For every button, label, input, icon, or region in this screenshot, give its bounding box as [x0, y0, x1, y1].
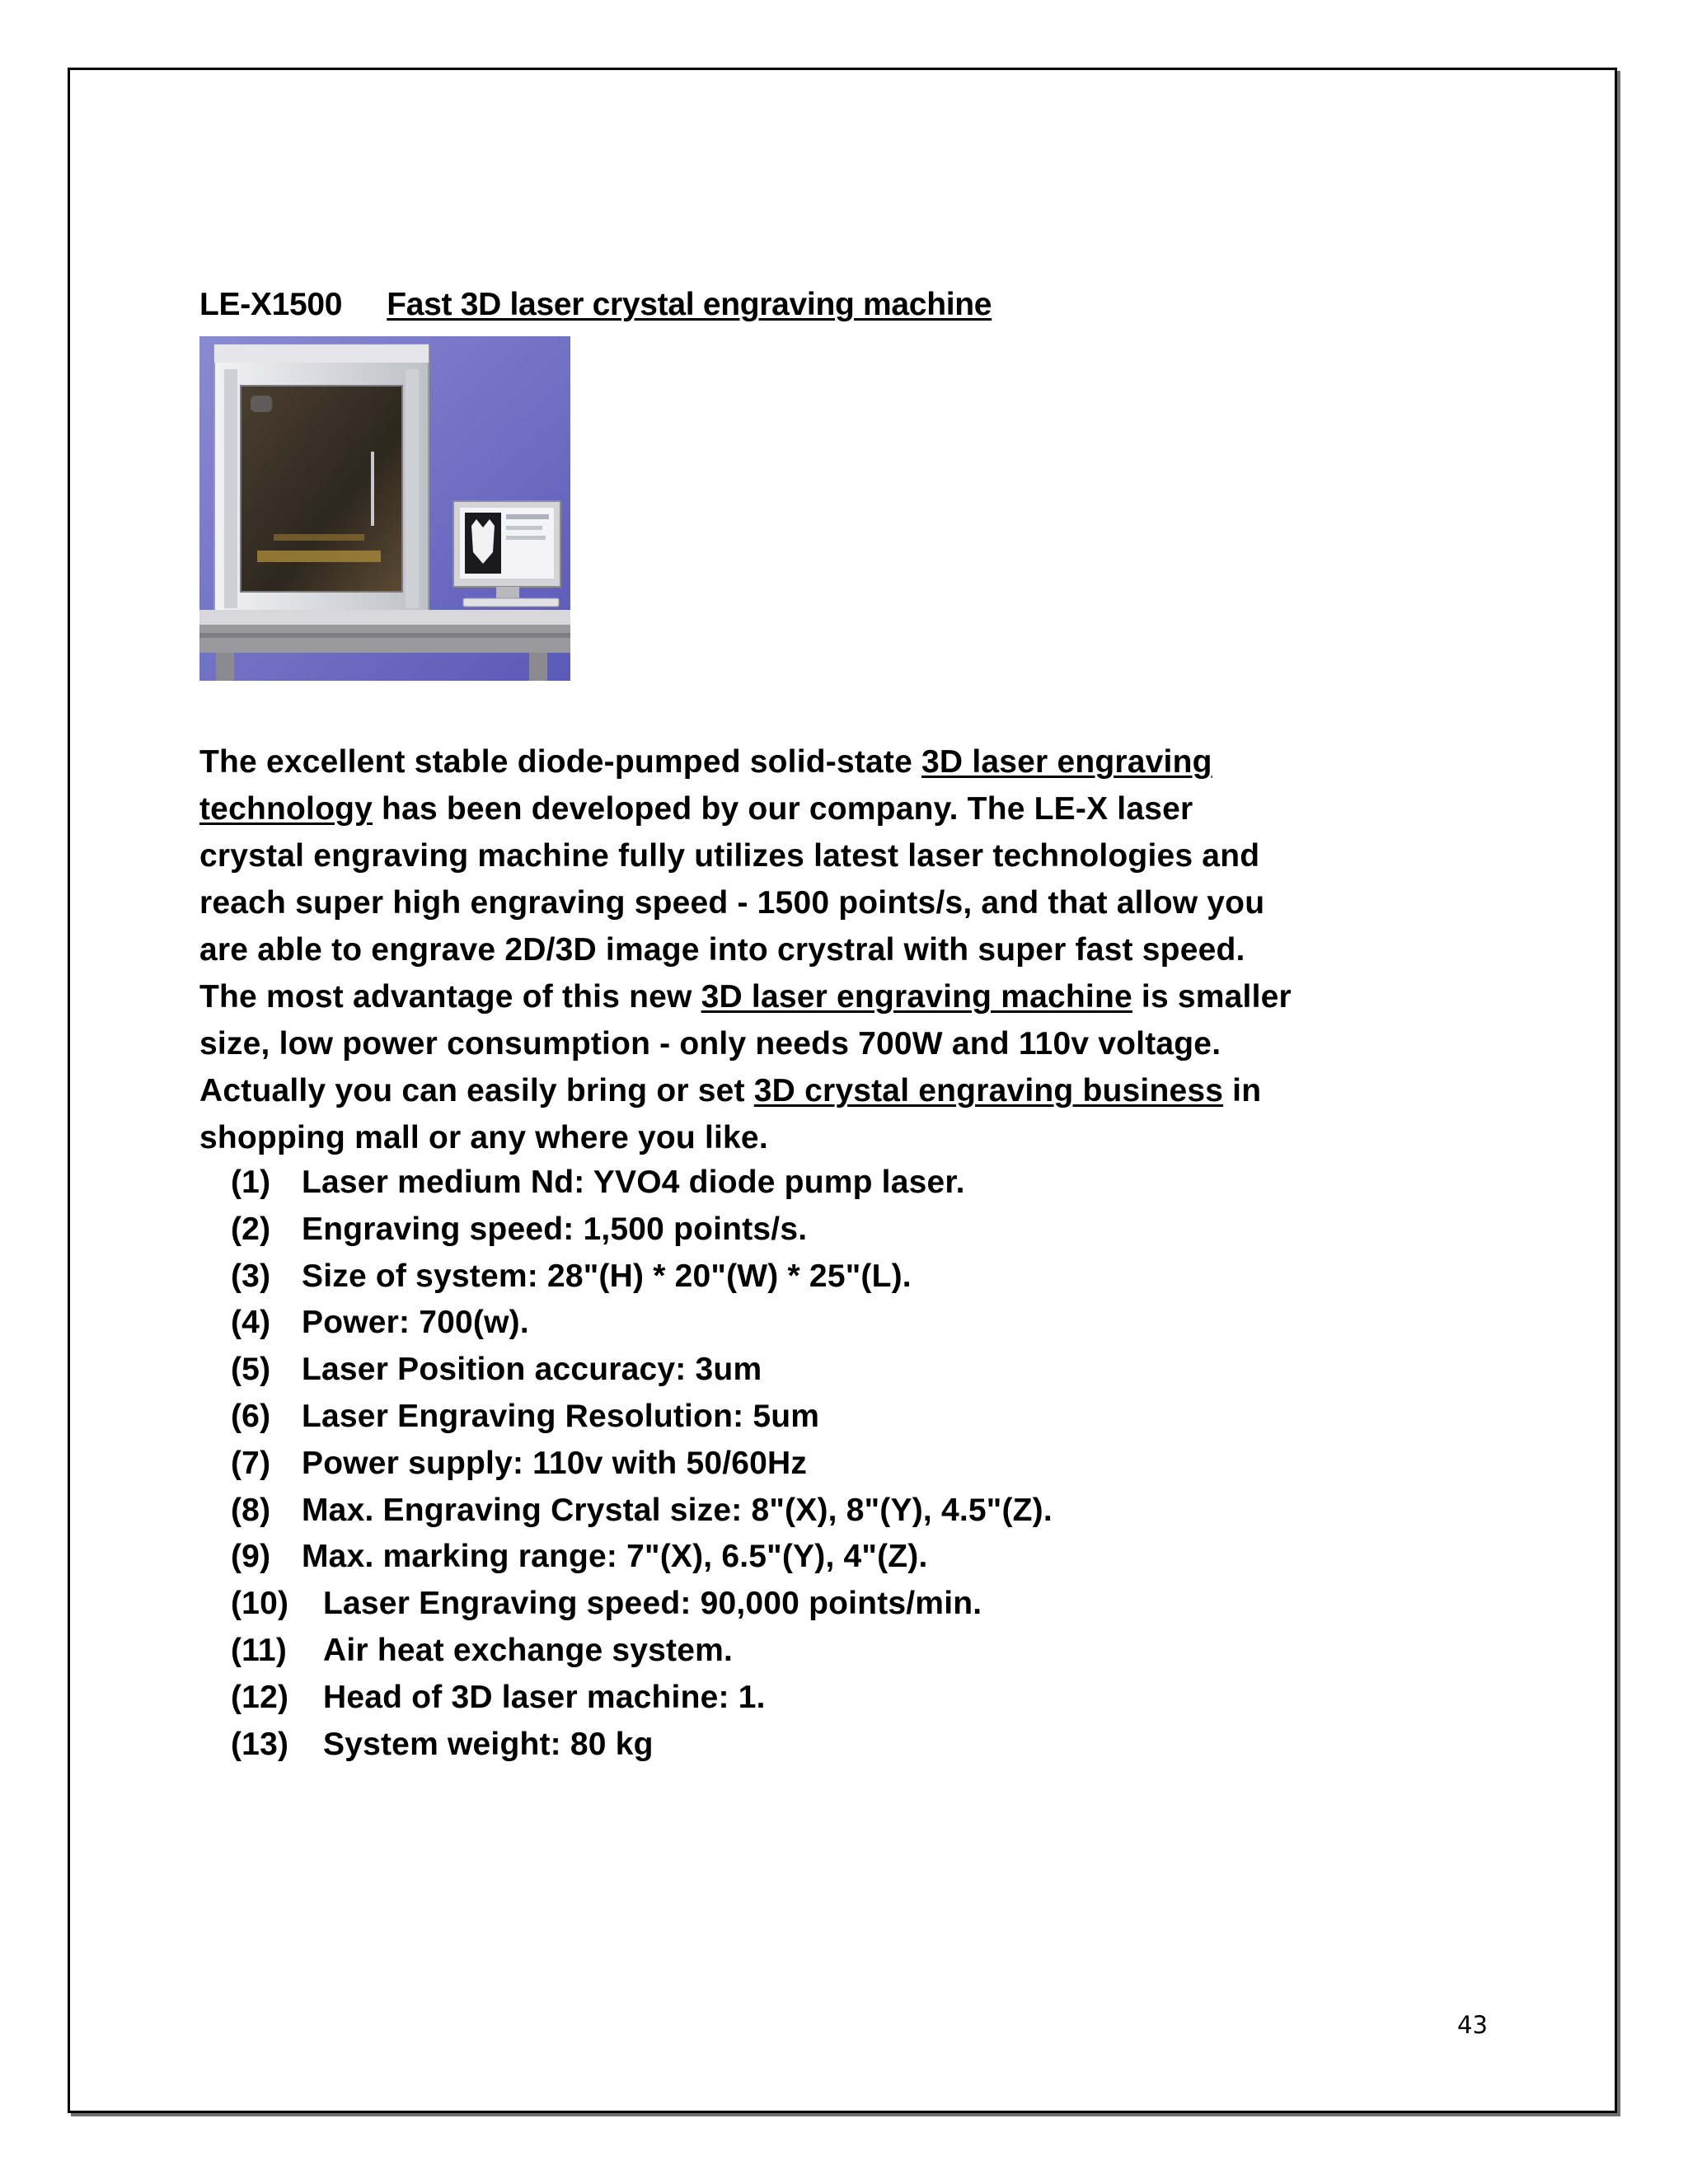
spec-number: (6) [231, 1398, 271, 1434]
spec-number: (5) [231, 1352, 271, 1388]
intro-line: reach super high engraving speed - 1500 points/s, and that allow you [199, 885, 1265, 921]
spec-text: System weight: 80 kg [323, 1726, 654, 1762]
intro-line: crystal engraving machine fully utilizes latest laser technologies and [199, 838, 1260, 874]
intro-text: has been developed by our company. The LE-X laser [373, 791, 1193, 827]
spec-text: Power: 700(w). [302, 1305, 529, 1341]
spec-item [231, 1160, 1053, 1207]
spec-text: Head of 3D laser machine: 1. [323, 1679, 766, 1715]
spec-text: Size of system: 28"(H) * 20"(W) * 25"(L). [302, 1258, 912, 1294]
spec-item [231, 1675, 1053, 1722]
intro-line [199, 973, 1518, 1020]
link-3d-laser-engraving-machine[interactable]: 3D laser engraving machine [701, 979, 1132, 1015]
spec-item [231, 1441, 1053, 1488]
spec-item [231, 1207, 1053, 1254]
spec-number: (12) [231, 1679, 289, 1715]
laser-engraving-machine-photo [199, 336, 570, 681]
intro-paragraph [199, 738, 1518, 1161]
spec-text: Laser Engraving Resolution: 5um [302, 1398, 820, 1434]
spec-number: (9) [231, 1539, 271, 1575]
spec-number: (13) [231, 1726, 289, 1762]
spec-number: (1) [231, 1165, 271, 1200]
spec-text: Max. marking range: 7"(X), 6.5"(Y), 4"(Z). [302, 1539, 928, 1575]
spec-list [231, 1160, 1053, 1768]
spec-item [231, 1581, 1053, 1628]
spec-item [231, 1628, 1053, 1675]
intro-line: size, low power consumption - only needs 700W and 110v voltage. [199, 1026, 1221, 1062]
spec-text: Max. Engraving Crystal size: 8"(X), 8"(Y), 4.5"(Z). [302, 1492, 1053, 1528]
spec-text: Air heat exchange system. [323, 1632, 734, 1668]
intro-text: in [1223, 1073, 1262, 1108]
heading-title: Fast 3D laser crystal engraving machine [387, 287, 992, 322]
spec-text: Laser Engraving speed: 90,000 points/min. [323, 1586, 982, 1622]
intro-line [199, 738, 1518, 785]
page-number: 43 [1457, 2011, 1488, 2039]
intro-text: The most advantage of this new [199, 979, 701, 1015]
intro-line: are able to engrave 2D/3D image into crystral with super fast speed. [199, 932, 1245, 968]
intro-text: Actually you can easily bring or set [199, 1073, 754, 1108]
spec-number: (10) [231, 1586, 289, 1622]
spec-text: Laser Position accuracy: 3um [302, 1352, 762, 1388]
spec-item [231, 1534, 1053, 1581]
intro-line [199, 785, 1518, 832]
link-3d-crystal-engraving-business[interactable]: 3D crystal engraving business [753, 1073, 1224, 1108]
spec-item [231, 1300, 1053, 1347]
link-3d-laser-engraving[interactable]: 3D laser engraving [921, 744, 1212, 780]
intro-text: The excellent stable diode-pumped solid-state [199, 744, 922, 780]
intro-line [199, 1067, 1518, 1114]
spec-item [231, 1722, 1053, 1769]
spec-number: (2) [231, 1211, 271, 1247]
model-number: LE-X1500 [199, 287, 343, 322]
spec-item [231, 1394, 1053, 1441]
link-technology[interactable]: technology [199, 791, 373, 827]
spec-text: Power supply: 110v with 50/60Hz [302, 1445, 808, 1481]
page-heading [199, 287, 992, 323]
spec-number: (11) [231, 1632, 288, 1668]
spec-item [231, 1347, 1053, 1394]
spec-item [231, 1488, 1053, 1535]
spec-text: Engraving speed: 1,500 points/s. [302, 1211, 808, 1247]
intro-line: shopping mall or any where you like. [199, 1120, 768, 1155]
spec-text: Laser medium Nd: YVO4 diode pump laser. [302, 1165, 965, 1200]
spec-number: (4) [231, 1305, 271, 1341]
spec-number: (3) [231, 1258, 271, 1294]
spec-item [231, 1254, 1053, 1301]
spec-number: (7) [231, 1445, 271, 1481]
spec-number: (8) [231, 1492, 271, 1528]
intro-text: is smaller [1132, 979, 1292, 1015]
